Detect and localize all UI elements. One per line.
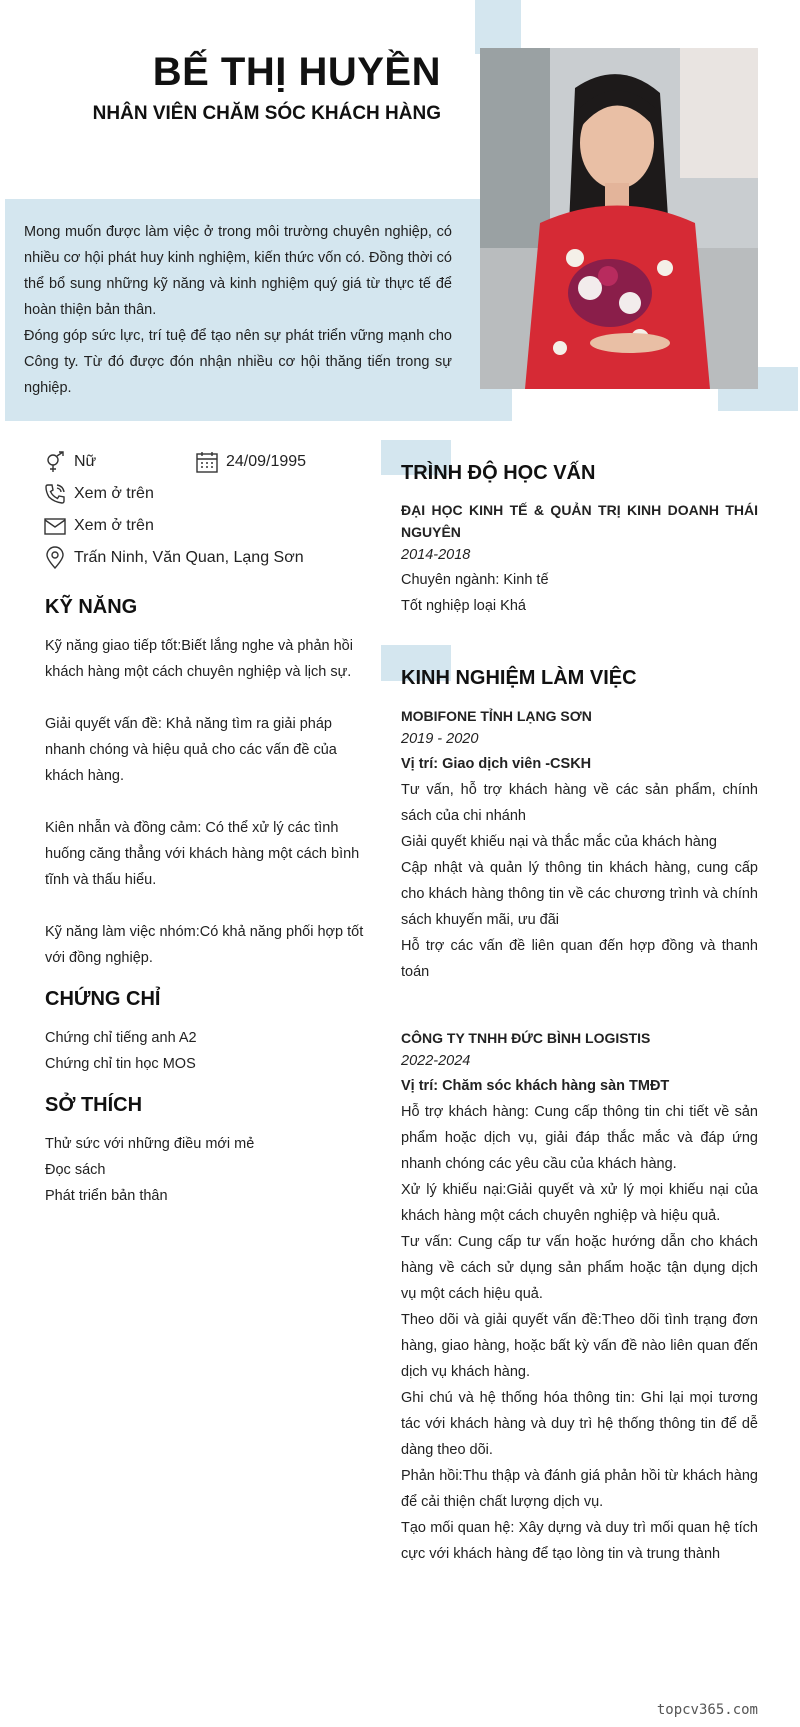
gender-icon — [43, 450, 67, 474]
phone-value: Xem ở trên — [74, 485, 154, 502]
phone-icon — [43, 482, 67, 506]
address-row — [43, 546, 304, 570]
profile-photo — [480, 48, 758, 389]
job-period: 2022-2024 — [401, 1053, 471, 1069]
job-duty: Xử lý khiếu nại:Giải quyết và xử lý mọi khiếu nại của khách hàng một cách chuyên nghiệp và hiệu quả. — [401, 1182, 758, 1224]
hobbies-list — [45, 1131, 365, 1209]
birthday-row — [195, 450, 306, 474]
job-duty: Giải quyết khiếu nại và thắc mắc của khách hàng — [401, 834, 717, 850]
skill-item: Kiên nhẫn và đồng cảm: Có thể xử lý các tình huống căng thẳng với khách hàng một cách bình tĩnh và thấu hiểu. — [45, 820, 360, 888]
job-duty: Tư vấn, hỗ trợ khách hàng về các sản phẩm, chính sách của chi nhánh — [401, 782, 758, 824]
skills-list — [45, 633, 365, 997]
decor-block-top — [475, 0, 521, 54]
job-title: NHÂN VIÊN CHĂM SÓC KHÁCH HÀNG — [92, 103, 441, 124]
job-entry — [401, 1025, 758, 1567]
certificate-item: Chứng chỉ tiếng anh A2 — [45, 1030, 197, 1046]
hobby-item: Đọc sách — [45, 1162, 106, 1178]
skill-item: Kỹ năng giao tiếp tốt:Biết lắng nghe và phản hồi khách hàng một cách chuyên nghiệp và lịch sự. — [45, 638, 353, 680]
calendar-icon — [195, 450, 219, 474]
career-objective — [24, 219, 452, 401]
education-grade: Tốt nghiệp loại Khá — [401, 598, 526, 614]
mail-icon — [43, 514, 67, 538]
education-title: TRÌNH ĐỘ HỌC VẤN — [401, 462, 596, 484]
hobby-item: Phát triển bản thân — [45, 1188, 168, 1204]
certificate-item: Chứng chỉ tin học MOS — [45, 1056, 196, 1072]
birthday-value: 24/09/1995 — [226, 453, 307, 470]
company-name: CÔNG TY TNHH ĐỨC BÌNH LOGISTIS — [401, 1030, 651, 1046]
gender-value: Nữ — [74, 453, 97, 470]
skill-item: Giải quyết vấn đề: Khả năng tìm ra giải pháp nhanh chóng và hiệu quả cho các vấn đề của khách hàng. — [45, 716, 337, 784]
job-duty: Hỗ trợ khách hàng: Cung cấp thông tin chi tiết về sản phẩm hoặc dịch vụ, giải đáp thắc mắc và đáp ứng nhanh chóng các yêu cầu của khách hàng. — [401, 1104, 758, 1172]
education-period: 2014-2018 — [401, 547, 471, 563]
email-value: Xem ở trên — [74, 517, 154, 534]
job-duty: Cập nhật và quản lý thông tin khách hàng, cung cấp cho khách hàng thông tin về các chương trình và chính sách khuyến mãi, ưu đãi — [401, 860, 758, 928]
education-section — [401, 497, 758, 619]
phone-row — [43, 482, 154, 506]
candidate-name: BẾ THỊ HUYỀN — [152, 50, 441, 94]
certificates-title: CHỨNG CHỈ — [45, 988, 161, 1010]
experience-title: KINH NGHIỆM LÀM VIỆC — [401, 667, 637, 689]
objective-paragraph: Mong muốn được làm việc ở trong môi trường chuyên nghiệp, có nhiều cơ hội phát huy kinh nghiệm, kiến thức vốn có. Đồng thời có thể bổ sung những kỹ năng và kinh nghiệm quý giá từ thực tế để hoàn thiện bản thân. — [24, 224, 452, 318]
hobbies-title: SỞ THÍCH — [45, 1094, 143, 1116]
school-name: ĐẠI HỌC KINH TẾ & QUẢN TRỊ KINH DOANH THÁI NGUYÊN — [401, 502, 758, 540]
site-watermark: topcv365.com — [656, 1702, 758, 1718]
email-row — [43, 514, 154, 538]
job-duty: Tạo mối quan hệ: Xây dựng và duy trì mối quan hệ tích cực với khách hàng để tạo lòng tin và trung thành — [401, 1520, 758, 1562]
address-value: Trấn Ninh, Văn Quan, Lạng Sơn — [74, 549, 304, 566]
certificates-list — [45, 1025, 365, 1077]
education-major: Chuyên ngành: Kinh tế — [401, 572, 549, 588]
job-duty: Phản hồi:Thu thập và đánh giá phản hồi từ khách hàng để cải thiện chất lượng dịch vụ. — [401, 1468, 758, 1510]
job-duty: Theo dõi và giải quyết vấn đề:Theo dõi tình trạng đơn hàng, giao hàng, hoặc bất kỳ vấn đề nào liên quan đến dịch vụ khách hàng. — [401, 1312, 758, 1380]
job-duty: Ghi chú và hệ thống hóa thông tin: Ghi lại mọi tương tác với khách hàng và duy trì hệ thống thông tin để dễ dàng theo dõi. — [401, 1390, 758, 1458]
objective-paragraph: Đóng góp sức lực, trí tuệ để tạo nên sự phát triển vững mạnh cho Công ty. Từ đó được đón nhận nhiều cơ hội thăng tiến trong sự nghiệp. — [24, 328, 452, 396]
gender-row — [43, 450, 96, 474]
skill-item: Kỹ năng làm việc nhóm:Có khả năng phối hợp tốt với đồng nghiệp. — [45, 924, 364, 966]
skills-title: KỸ NĂNG — [45, 596, 138, 618]
company-name: MOBIFONE TỈNH LẠNG SƠN — [401, 708, 592, 724]
location-icon — [43, 546, 67, 570]
job-position: Vị trí: Giao dịch viên -CSKH — [401, 756, 592, 772]
hobby-item: Thử sức với những điều mới mẻ — [45, 1136, 255, 1152]
job-position: Vị trí: Chăm sóc khách hàng sàn TMĐT — [401, 1078, 670, 1094]
job-entry — [401, 703, 758, 985]
job-duty: Tư vấn: Cung cấp tư vấn hoặc hướng dẫn cho khách hàng về cách sử dụng sản phẩm hoặc tận dụng dịch vụ một cách hiệu quả. — [401, 1234, 758, 1302]
job-duty: Hỗ trợ các vấn đề liên quan đến hợp đồng và thanh toán — [401, 938, 758, 980]
job-period: 2019 - 2020 — [401, 731, 479, 747]
